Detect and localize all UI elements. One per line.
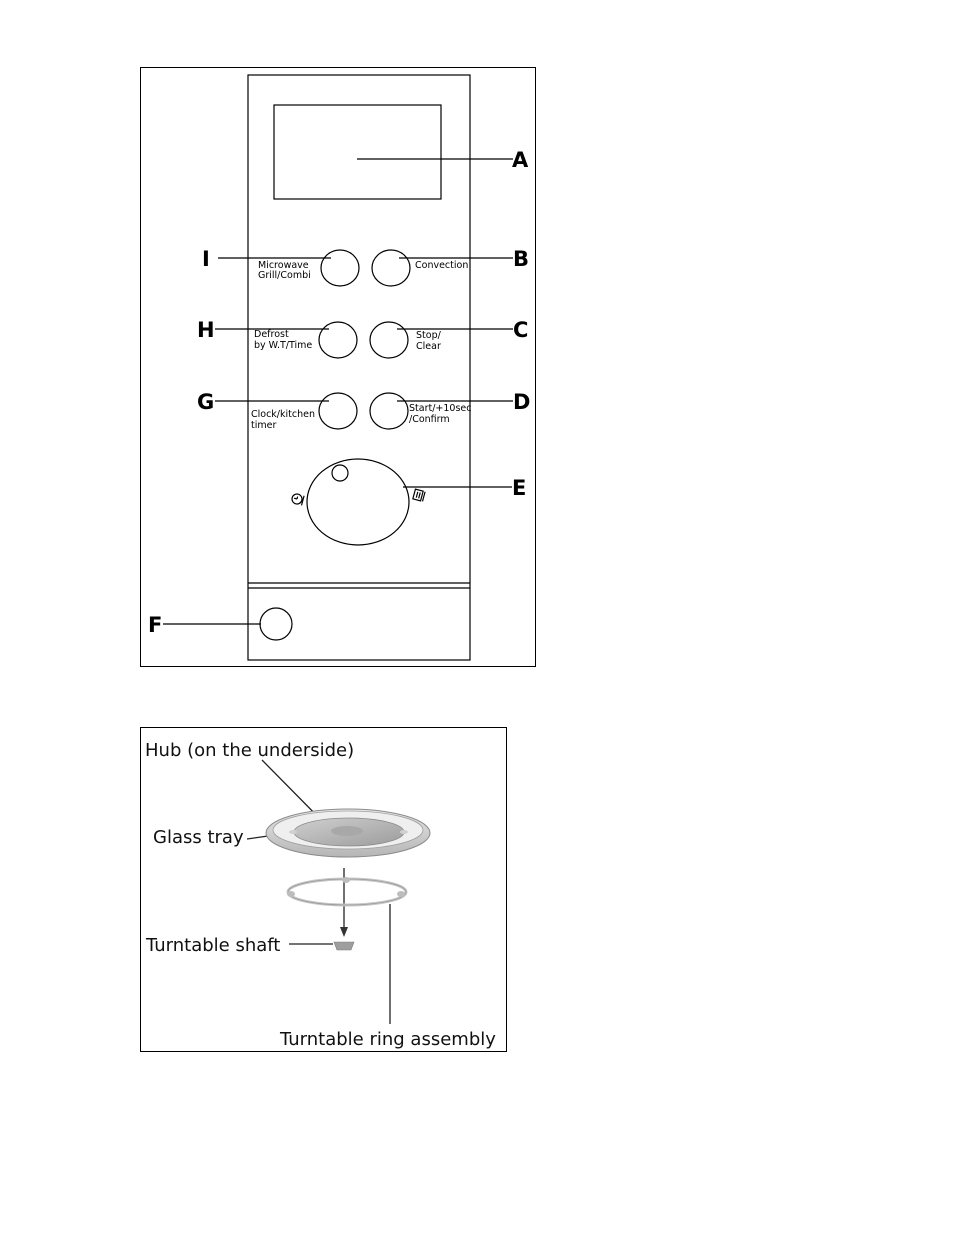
- install-arrow-head: [340, 927, 348, 937]
- turntable-figure: [140, 727, 507, 1052]
- stop-clear-button[interactable]: [370, 322, 408, 358]
- turntable-ring: [287, 877, 406, 905]
- stop-label-line1: Stop/: [416, 330, 441, 341]
- clock-icon: [291, 493, 304, 506]
- turntable-shaft-label: Turntable shaft: [146, 935, 281, 956]
- microwave-grill-combi-button[interactable]: [321, 250, 359, 286]
- dial-indicator: [332, 465, 348, 481]
- panel-outline: [248, 75, 470, 660]
- weight-icon: [413, 489, 425, 501]
- turntable-ring-assembly-label: Turntable ring assembly: [280, 1029, 496, 1050]
- microwave-label-line1: Microwave: [258, 260, 309, 271]
- callout-c: C: [513, 318, 529, 342]
- defrost-label-line2: by W.T/Time: [254, 340, 313, 351]
- callout-e: E: [512, 476, 527, 500]
- glass-tray: [266, 809, 430, 857]
- clock-label-line2: timer: [251, 420, 277, 431]
- callout-g: G: [197, 390, 215, 414]
- convection-button[interactable]: [372, 250, 410, 286]
- callout-d: D: [513, 390, 531, 414]
- start-label-line1: Start/+10sec: [409, 403, 472, 414]
- display-window: [274, 105, 441, 199]
- clock-label-line1: Clock/kitchen: [251, 409, 315, 420]
- callout-a: A: [512, 148, 529, 172]
- callout-b: B: [513, 247, 530, 271]
- clock-kitchen-timer-button[interactable]: [319, 393, 357, 429]
- turntable-shaft: [334, 942, 354, 950]
- convection-label: Convection: [415, 260, 469, 271]
- defrost-button[interactable]: [319, 322, 357, 358]
- start-confirm-button[interactable]: [370, 393, 408, 429]
- callout-f: F: [148, 613, 163, 637]
- callout-i: I: [202, 247, 210, 271]
- start-label-line2: /Confirm: [409, 414, 450, 425]
- defrost-label-line1: Defrost: [254, 329, 289, 340]
- hub-label: Hub (on the underside): [145, 740, 355, 761]
- control-panel-figure: [140, 67, 536, 667]
- glass-tray-label: Glass tray: [153, 827, 244, 848]
- control-panel-diagram: [141, 68, 537, 668]
- hub: [331, 826, 363, 836]
- door-release-button[interactable]: [260, 608, 292, 640]
- stop-label-line2: Clear: [416, 341, 441, 352]
- glass-tray-leader: [247, 836, 268, 839]
- callout-h: H: [197, 318, 215, 342]
- control-dial[interactable]: [307, 459, 409, 545]
- microwave-label-line2: Grill/Combi: [258, 270, 311, 281]
- turntable-diagram: [141, 728, 508, 1053]
